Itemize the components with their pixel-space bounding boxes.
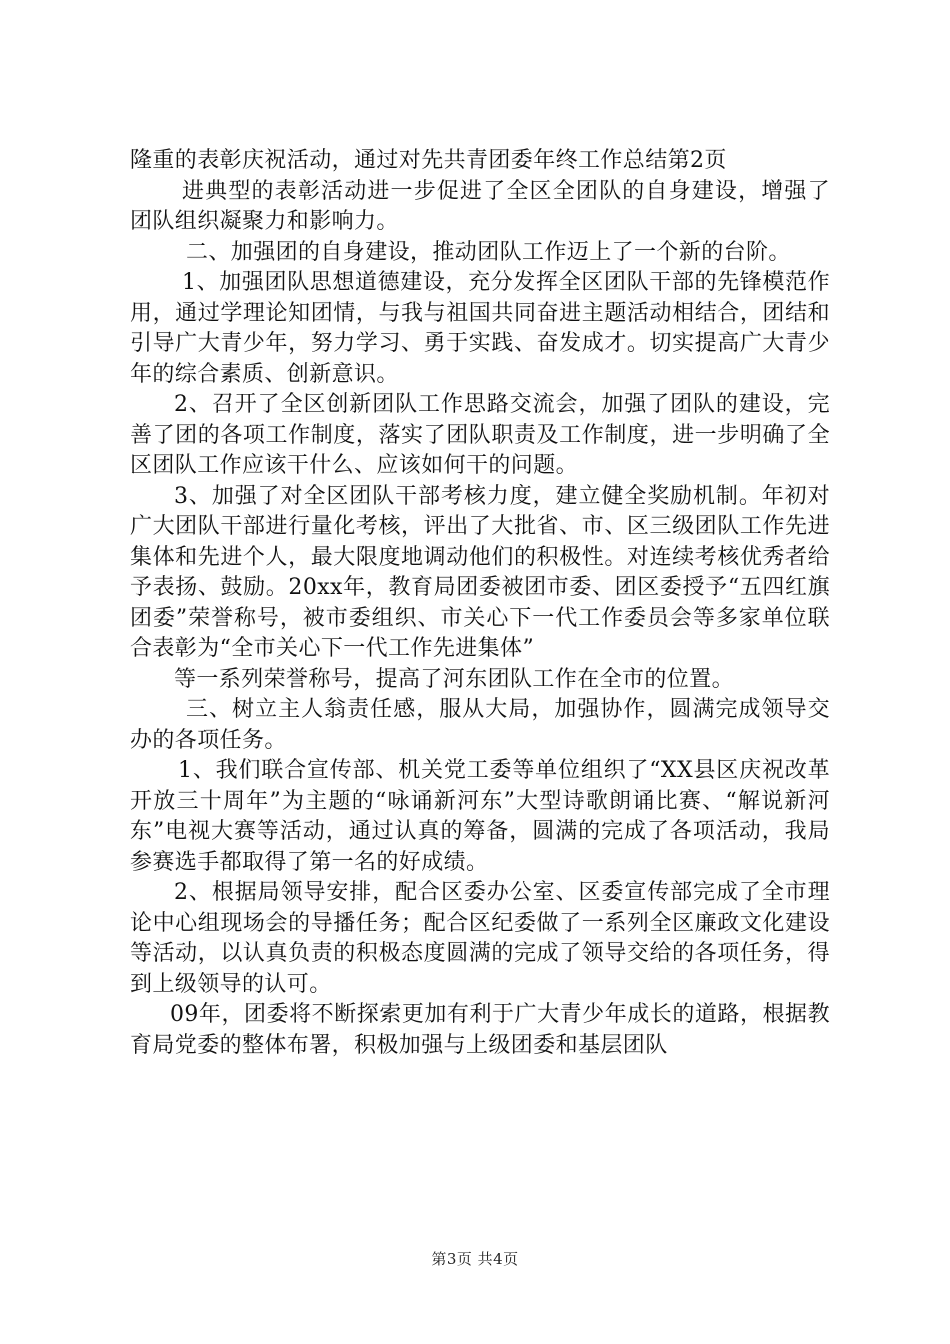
paragraph-6: 3、加强了对全区团队干部考核力度，建立健全奖励机制。年初对广大团队干部进行量化考核，评出了大批省、市、区三级团队工作先进集体和先进个人，最大限度地调动他们的积极性。对连续考核优秀者给予表扬、鼓励。20xx年，教育局团委被团市委、团区委授予“五四红旗团委”荣誉称号，被市委组织、市关心下一代工作委员会等多家单位联合表彰为“全市关心下一代工作先进集体” (130, 483, 830, 661)
paragraph-2: 进典型的表彰活动进一步促进了全区全团队的自身建设，增强了团队组织凝聚力和影响力。 (130, 178, 830, 234)
paragraph-1: 隆重的表彰庆祝活动，通过对先共青团委年终工作总结第2页 (130, 148, 727, 173)
paragraph-9: 1、我们联合宣传部、机关党工委等单位组织了“XX县区庆祝改革开放三十周年”为主题的“咏诵新河东”大型诗歌朗诵比赛、“解说新河东”电视大赛等活动，通过认真的筹备，圆满的完成了各项活动，我局参赛选手都取得了第一名的好成绩。 (130, 758, 830, 875)
document-body (130, 146, 830, 1061)
paragraph-8: 三、树立主人翁责任感，服从大局，加强协作，圆满完成领导交办的各项任务。 (130, 697, 830, 753)
paragraph-7: 等一系列荣誉称号，提高了河东团队工作在全市的位置。 (174, 666, 735, 692)
paragraph-10: 2、根据局领导安排，配合区委办公室、区委宣传部完成了全市理论中心组现场会的导播任务；配合区纪委做了一系列全区廉政文化建设等活动，以认真负责的积极态度圆满的完成了领导交给的各项任务，得到上级领导的认可。 (130, 880, 830, 997)
page-number-footer: 第3页 共4页 (431, 1250, 519, 1268)
paragraph-11: 09年，团委将不断探索更加有利于广大青少年成长的道路，根据教育局党委的整体布署，积极加强与上级团委和基层团队 (130, 1002, 830, 1058)
paragraph-5: 2、召开了全区创新团队工作思路交流会，加强了团队的建设，完善了团的各项工作制度，落实了团队职责及工作制度，进一步明确了全区团队工作应该干什么、应该如何干的问题。 (130, 392, 830, 478)
paragraph-3: 二、加强团的自身建设，推动团队工作迈上了一个新的台阶。 (186, 239, 791, 265)
paragraph-4: 1、加强团队思想道德建设，充分发挥全区团队干部的先锋模范作用，通过学理论知团情，与我与祖国共同奋进主题活动相结合，团结和引导广大青少年，努力学习、勇于实践、奋发成才。切实提高广大青少年的综合素质、创新意识。 (130, 270, 830, 387)
